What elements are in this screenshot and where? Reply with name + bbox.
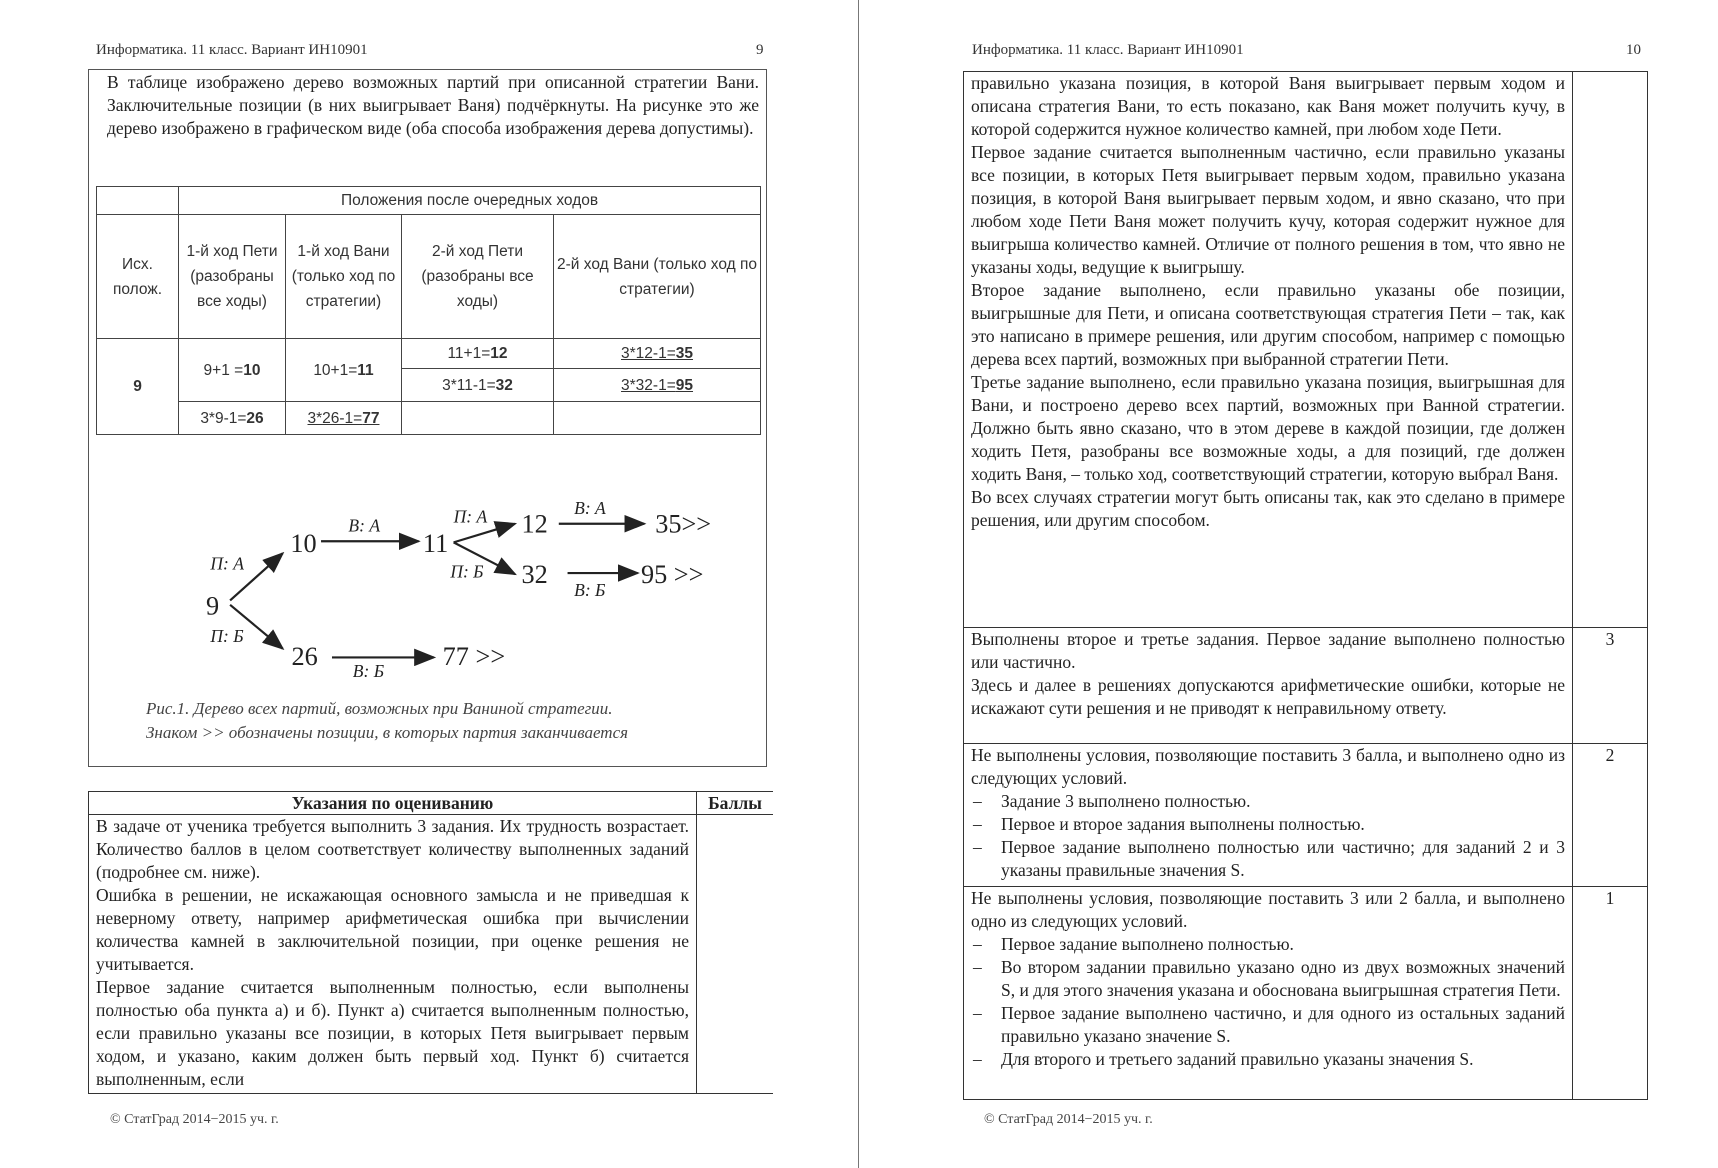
result: 10 [243, 361, 261, 379]
list-item [971, 790, 1565, 813]
page-number-right: 10 [1626, 42, 1641, 58]
list-item [971, 813, 1565, 836]
item-text: Во втором задании правильно указано одно из двух возможных значений S, и для этого значения указана и обоснована выигрышная стратегия Пети. [1001, 957, 1565, 1000]
col-header-start: Исх. полож. [97, 215, 179, 339]
node-35: 35>> [655, 509, 712, 539]
points-3: 3 [1573, 628, 1648, 744]
list-item [971, 1002, 1565, 1048]
list-item [971, 836, 1565, 882]
list-item [971, 1048, 1565, 1071]
criteria-1-point [964, 887, 1573, 1100]
scoring-table-left-wrap [88, 791, 773, 1094]
dash: – [973, 1003, 982, 1023]
paragraph: Не выполнены условия, позволяющие поставить 3 или 2 балла, и выполнено одно из следующих условий. [971, 888, 1565, 931]
result: 26 [246, 409, 264, 427]
edge-label: П: А [210, 553, 244, 574]
edge-label: В: А [574, 497, 606, 518]
edge-label: П: Б [450, 561, 484, 582]
result: 11 [357, 361, 374, 379]
dash: – [973, 791, 982, 811]
result: 95 [675, 376, 694, 394]
scoring-text [89, 815, 697, 1095]
edge-label: В: Б [352, 661, 385, 682]
dash: – [973, 934, 982, 954]
paragraph: правильно указана позиция, в которой Ваня выигрывает первым ходом и описана стратегия Вани, то есть показано, как Ваня может получить кучу, в которой содержится нужное количество камней, при любом ходе Пети. [971, 73, 1565, 139]
paragraph: Ошибка в решении, не искажающая основного замысла и не приведшая к неверному ответу, например арифметическая ошибка при вычислении количества камней в заключительной позиции, при оценке решения не учитывается. [96, 885, 689, 974]
expr: 3*9-1= [200, 409, 247, 427]
col-header-petya-2: 2-й ход Пети (разобраны все ходы) [402, 215, 554, 339]
scoring-table-left [88, 791, 773, 1094]
points-2: 2 [1573, 744, 1648, 887]
footer-right: © СтатГрад 2014−2015 уч. г. [984, 1112, 1153, 1127]
expr: 3*11-1= [442, 376, 496, 394]
page-header-right: Информатика. 11 класс. Вариант ИН10901 [972, 42, 1244, 58]
table-bottom-border [88, 1093, 773, 1094]
item-text: Первое и второе задания выполнены полностью. [1001, 814, 1365, 834]
points-header: Баллы [697, 792, 774, 815]
item-text: Первое задание выполнено полностью или частично; для заданий 2 и 3 указаны правильные значения S. [1001, 837, 1565, 880]
expr: 10+1= [313, 361, 358, 379]
col-header-vanya-1: 1-й ход Вани (только ход по стратегии) [286, 215, 402, 339]
intro-paragraph: В таблице изображено дерево возможных партий при описанной стратегии Вани. Заключительные позиции (в них выигрывает Ваня) подчёркнуты. На рисунке это же дерево изображено в графическом виде (оба способа изображения дерева допустимы). [107, 72, 759, 138]
node-11: 11 [422, 529, 449, 559]
paragraph: Выполнены второе и третье задания. Первое задание выполнено полностью или частично. [971, 629, 1565, 672]
expr: 9+1 = [203, 361, 244, 379]
criteria-3-points [964, 628, 1573, 744]
scoring-header: Указания по оцениванию [89, 792, 697, 815]
points-cell [697, 815, 774, 1095]
page-number-left: 9 [756, 42, 764, 58]
result: 12 [490, 345, 508, 362]
node-95: 95 >> [640, 559, 704, 589]
item-text: Для второго и третьего заданий правильно указаны значения S. [1001, 1049, 1474, 1069]
edge-label: В: А [348, 515, 381, 536]
paragraph: Второе задание выполнено, если правильно указаны обе позиции, выигрышные для Пети, и описана соответствующая стратегия Пети – так, как это написано в примере решения, или другим способом, например с помощью дерева всех партий, возможных при выбранной стратегии Пети. [971, 280, 1565, 369]
list-item [971, 956, 1565, 1002]
node-32: 32 [521, 559, 548, 589]
paragraph: Во всех случаях стратегии могут быть описаны так, как это сделано в примере решения, или другим способом. [971, 487, 1565, 530]
figure-caption [146, 697, 628, 745]
node-9: 9 [205, 591, 220, 621]
paragraph: Здесь и далее в решениях допускаются арифметические ошибки, которые не искажают сути решения и не приводят к неправильному ответу. [971, 675, 1565, 718]
paragraph: Третье задание выполнено, если правильно указана позиция, выигрышная для Вани, и построено дерево всех партий, возможных при Ванной стратегии. Должно быть явно сказано, что в этом дереве в каждой позиции, где должен ходить Петя, разобраны все возможные ходы, а для позиций, где должен ходить Ваня, – только ход, соответствующий стратегии, которую выбрал Ваня. [971, 372, 1565, 484]
node-12: 12 [521, 509, 548, 539]
item-text: Первое задание выполнено частично, и для одного из остальных заданий правильно указано значение S. [1001, 1003, 1565, 1046]
dash: – [973, 957, 982, 977]
footer-left: © СтатГрад 2014−2015 уч. г. [110, 1112, 279, 1127]
start-value: 9 [133, 378, 142, 395]
criteria-2-points [964, 744, 1573, 887]
node-77: 77 >> [442, 642, 506, 672]
edge-label: П: А [453, 506, 488, 527]
group-header: Положения после очередных ходов [179, 187, 761, 215]
page-header-left: Информатика. 11 класс. Вариант ИН10901 [96, 42, 368, 58]
caption-line: Знаком >> обозначены позиции, в которых партия заканчивается [146, 723, 629, 742]
expr: 3*32-1= [621, 376, 676, 394]
dash: – [973, 814, 982, 834]
expr: 3*12-1= [621, 345, 676, 362]
criteria-continued [964, 72, 1573, 628]
page-divider [858, 0, 859, 1168]
dash: – [973, 1049, 982, 1069]
caption-line: Рис.1. Дерево всех партий, возможных при Ваниной стратегии. [146, 699, 613, 718]
list-item [971, 933, 1565, 956]
result: 77 [362, 409, 380, 427]
col-header-petya-1: 1-й ход Пети (разобраны все ходы) [179, 215, 286, 339]
dash: – [973, 837, 982, 857]
edge-label: В: Б [574, 580, 606, 601]
item-text: Задание 3 выполнено полностью. [1001, 791, 1251, 811]
item-text: Первое задание выполнено полностью. [1001, 934, 1294, 954]
result: 35 [675, 345, 694, 362]
points-1: 1 [1573, 887, 1648, 1100]
paragraph: Не выполнены условия, позволяющие поставить 3 балла, и выполнено одно из следующих условий. [971, 745, 1565, 788]
node-10: 10 [290, 529, 317, 559]
paragraph: В задаче от ученика требуется выполнить 3 задания. Их трудность возрастает. Количество баллов в целом соответствует количеству выполненных заданий (подробнее см. ниже). [96, 816, 689, 882]
points-cell [1573, 72, 1648, 628]
expr: 3*26-1= [307, 409, 363, 427]
edge-label: П: Б [210, 626, 244, 647]
paragraph: Первое задание считается выполненным частично, если правильно указаны все позиции, в которых Петя выигрывает первым ходом, правильно указана позиция, в которой Ваня выигрывает первым ходом, и явно сказано, что при любом ходе Пети Ваня может получить кучу, которая содержит нужное для выигрыша количество камней. Отличие от полного решения в том, что явно не указаны ходы, ведущие к выигрышу. [971, 142, 1565, 277]
col-header-vanya-2: 2-й ход Вани (только ход по стратегии) [554, 215, 761, 339]
scoring-table-right [963, 71, 1648, 1100]
result: 32 [495, 376, 513, 394]
expr: 11+1= [447, 345, 491, 362]
node-26: 26 [291, 642, 318, 672]
paragraph: Первое задание считается выполненным полностью, если выполнены полностью оба пункта а) и б). Пункт а) считается выполненным полностью, если правильно указаны все позиции, в которых Петя выигрывает первым ходом, и указано, каким должен быть первый ход. Пункт б) считается выполненным, если [96, 977, 689, 1089]
